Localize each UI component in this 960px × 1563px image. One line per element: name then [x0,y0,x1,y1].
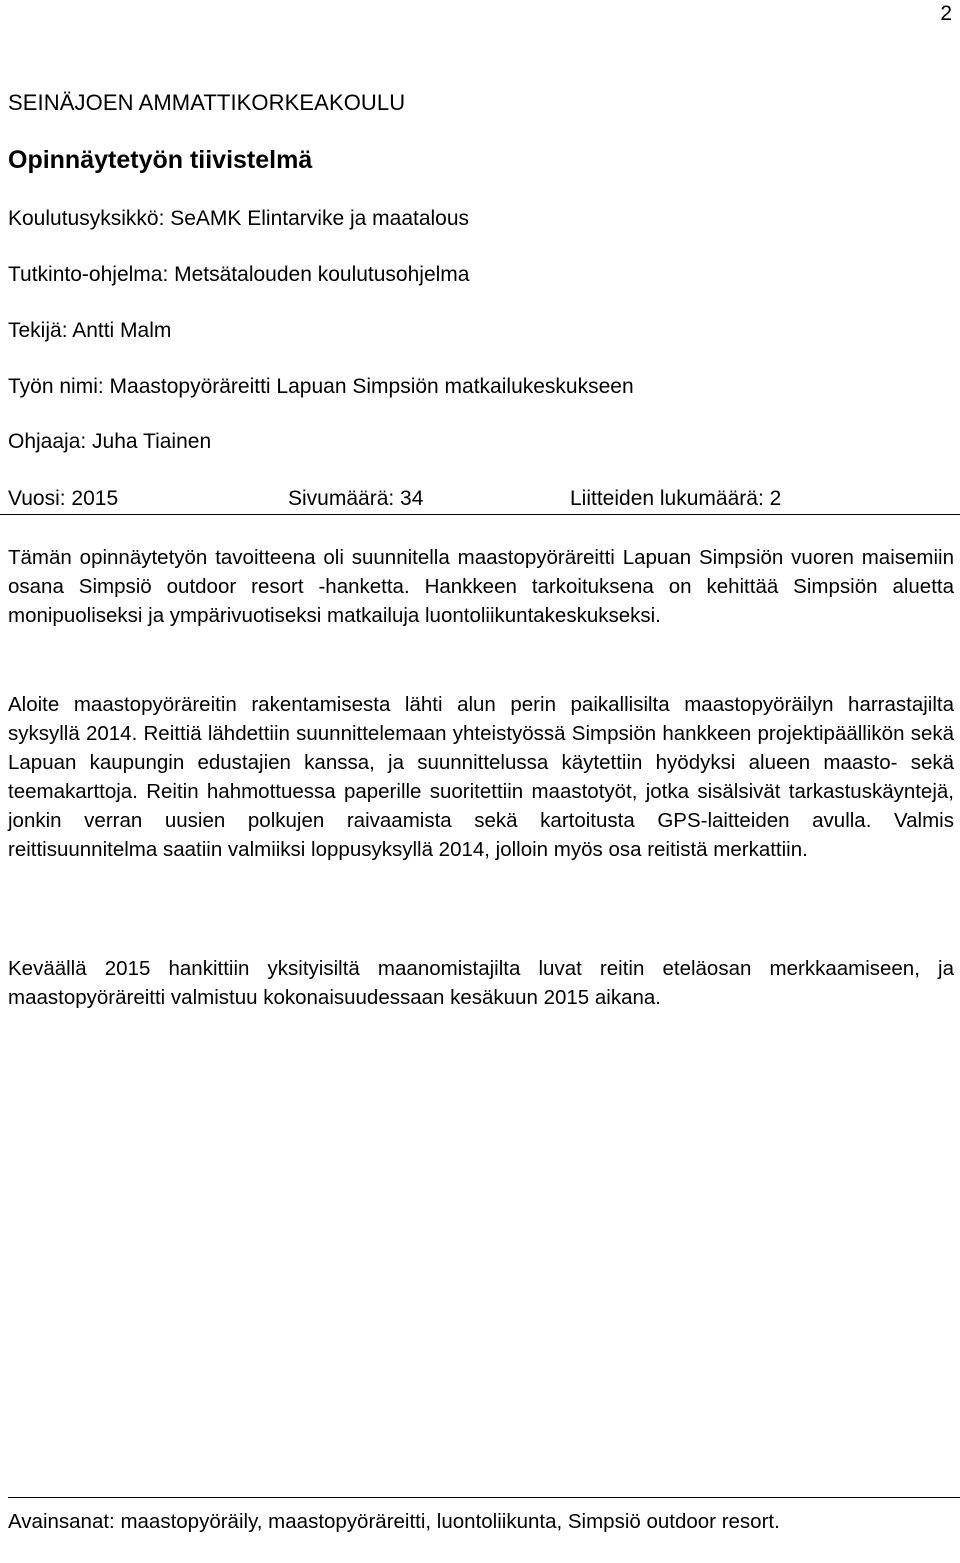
meta-author: Tekijä: Antti Malm [8,319,172,342]
abstract-paragraph-1: Tämän opinnäytetyön tavoitteena oli suunnitella maastopyöräreitti Lapuan Simpsiön vuoren maisemiin osana Simpsiö outdoor resort -hanketta. Hankkeen tarkoituksena on kehittää Simpsiön aluetta monipuoliseksi ja ympärivuotiseksi matkailuja luontoliikuntakeskukseksi. [8,546,954,627]
meta-work-title: Työn nimi: Maastopyöräreitti Lapuan Simpsiön matkailukeskukseen [8,375,634,398]
meta-programme: Tutkinto-ohjelma: Metsätalouden koulutusohjelma [8,263,470,286]
keywords: Avainsanat: maastopyöräily, maastopyöräreitti, luontoliikunta, Simpsiö outdoor resort. [8,1510,780,1533]
document-title: Opinnäytetyön tiivistelmä [8,146,313,174]
keywords-divider [8,1497,960,1498]
abstract-paragraph-3: Keväällä 2015 hankittiin yksityisiltä maanomistajilta luvat reitin eteläosan merkkaamiseen, ja maastopyöräreitti valmistuu kokonaisuudessaan kesäkuun 2015 aikana. [8,957,954,1009]
meta-unit: Koulutusyksikkö: SeAMK Elintarvike ja maatalous [8,207,470,230]
meta-divider [0,514,960,515]
meta-stats-row [8,487,960,515]
meta-year: Vuosi: 2015 [8,487,119,510]
page-number: 2 [940,2,952,25]
abstract-paragraph-2: Aloite maastopyöräreitin rakentamisesta lähti alun perin paikallisilta maastopyöräilyn harrastajilta syksyllä 2014. Reittiä lähdettiin suunnittelemaan yhteistyössä Simpsiön hankkeen projektipäällikön sekä Lapuan kaupungin edustajien kanssa, ja suunnittelussa käytettiin hyödyksi alueen maasto- sekä teemakarttoja. Reitin hahmottuessa paperille suoritettiin maastotyöt, jotka sisälsivät tarkastuskäyntejä, jonkin verran uusien polkujen raivaamista sekä kartoitusta GPS-laitteiden avulla. Valmis reittisuunnitelma saatiin valmiiksi loppusyksyllä 2014, jolloin myös osa reitistä merkattiin. [8,693,954,861]
meta-supervisor: Ohjaaja: Juha Tiainen [8,430,212,453]
meta-page-count: Sivumäärä: 34 [288,487,424,510]
institution-name: SEINÄJOEN AMMATTIKORKEAKOULU [8,90,406,115]
meta-attachment-count: Liitteiden lukumäärä: 2 [570,487,782,510]
